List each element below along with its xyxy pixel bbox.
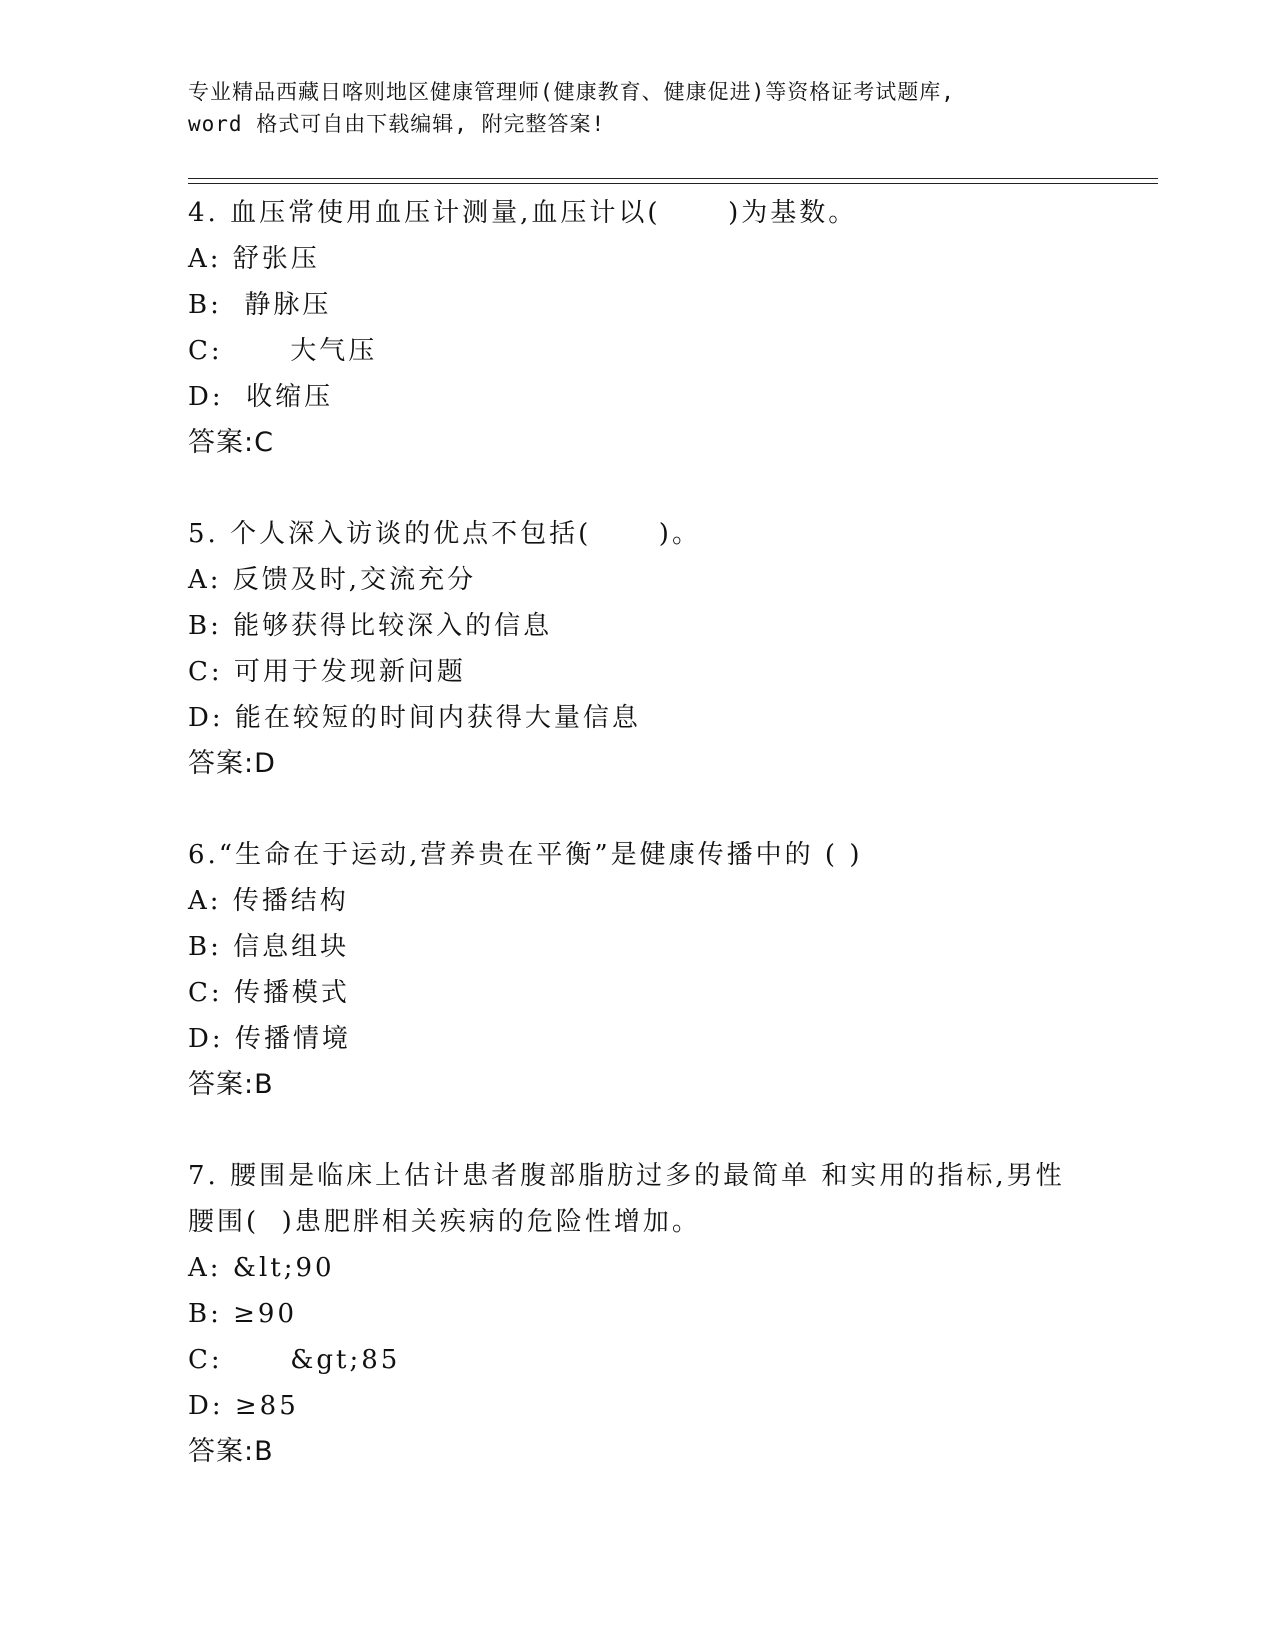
option-d: D: 能在较短的时间内获得大量信息 bbox=[188, 703, 641, 733]
answer: 答案:C bbox=[188, 427, 274, 458]
answer: 答案:B bbox=[188, 1436, 274, 1467]
option-d: D: ≥85 bbox=[188, 1391, 299, 1421]
question-6 bbox=[188, 832, 1158, 1108]
option-a: A: 反馈及时,交流充分 bbox=[188, 565, 477, 595]
header-line-1: 专业精品西藏日喀则地区健康管理师(健康教育、健康促进)等资格证考试题库, bbox=[188, 80, 955, 104]
question-text: 6.“生命在于运动,营养贵在平衡”是健康传播中的 ( ) bbox=[188, 840, 863, 870]
option-a: A: 传播结构 bbox=[188, 886, 349, 916]
option-d: D: 收缩压 bbox=[188, 382, 334, 412]
question-text-line-1: 7. 腰围是临床上估计患者腹部脂肪过多的最简单 和实用的指标,男性 bbox=[188, 1161, 1065, 1191]
question-7 bbox=[188, 1153, 1158, 1475]
option-b: B: ≥90 bbox=[188, 1299, 297, 1329]
question-text: 4. 血压常使用血压计测量,血压计以( )为基数。 bbox=[188, 198, 858, 228]
header-divider-top bbox=[188, 178, 1158, 179]
answer: 答案:D bbox=[188, 748, 276, 779]
option-c: C: &gt;85 bbox=[188, 1345, 401, 1375]
option-a: A: &lt;90 bbox=[188, 1253, 335, 1283]
option-c: C: 大气压 bbox=[188, 336, 378, 366]
header-divider-bottom bbox=[188, 183, 1158, 184]
document-header bbox=[188, 76, 1068, 140]
option-d: D: 传播情境 bbox=[188, 1024, 351, 1054]
option-b: B: 静脉压 bbox=[188, 290, 332, 320]
option-b: B: 能够获得比较深入的信息 bbox=[188, 611, 553, 641]
option-b: B: 信息组块 bbox=[188, 932, 350, 962]
answer: 答案:B bbox=[188, 1069, 274, 1100]
question-5 bbox=[188, 511, 1158, 787]
question-text-line-2: 腰围( )患肥胖相关疾病的危险性增加。 bbox=[188, 1207, 701, 1237]
question-text: 5. 个人深入访谈的优点不包括( )。 bbox=[188, 519, 701, 549]
question-4 bbox=[188, 190, 1158, 466]
option-c: C: 可用于发现新问题 bbox=[188, 657, 466, 687]
option-a: A: 舒张压 bbox=[188, 244, 320, 274]
option-c: C: 传播模式 bbox=[188, 978, 350, 1008]
question-list bbox=[188, 190, 1158, 1520]
header-line-2: word 格式可自由下载编辑, 附完整答案! bbox=[188, 112, 606, 136]
